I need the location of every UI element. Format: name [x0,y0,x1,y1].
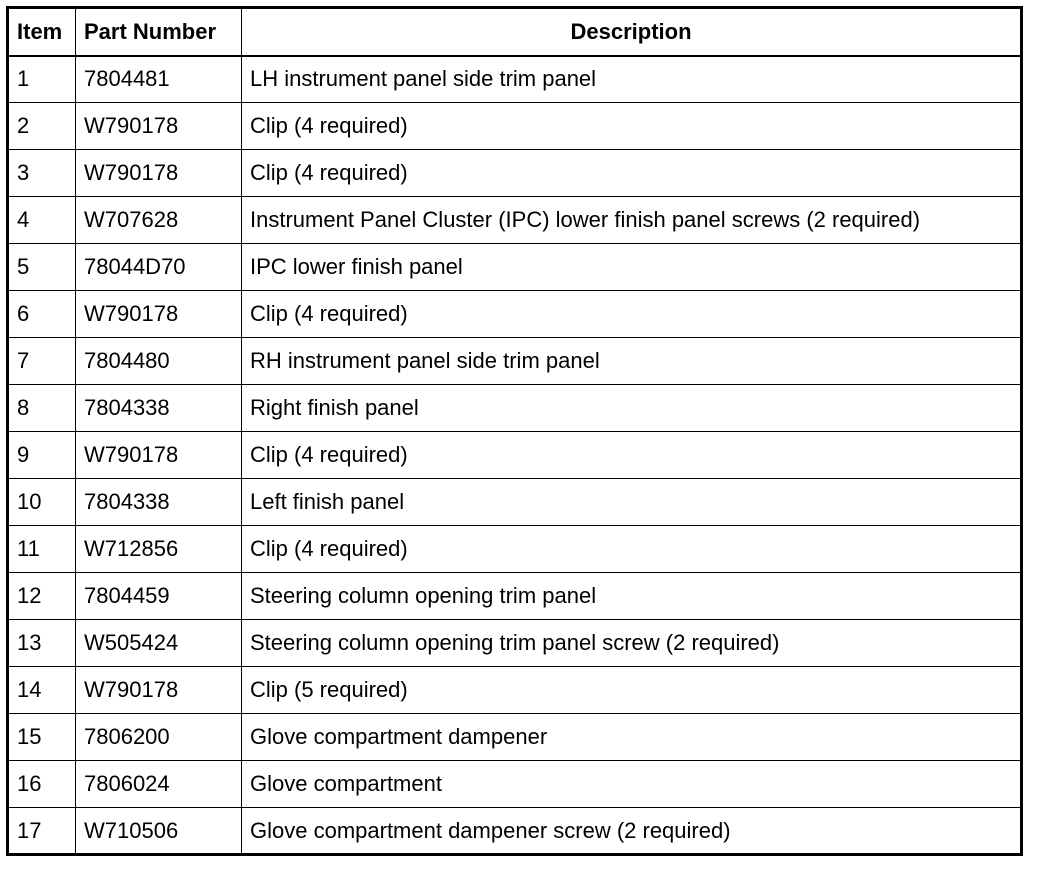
description-cell: Glove compartment [242,761,1022,808]
parts-table [6,6,1023,856]
description-cell: Glove compartment dampener [242,714,1022,761]
table-row [8,244,1022,291]
part-number-cell: W790178 [76,667,242,714]
item-cell: 1 [8,56,76,103]
part-number-cell: W707628 [76,197,242,244]
item-cell: 10 [8,479,76,526]
description-cell: Clip (4 required) [242,150,1022,197]
item-cell: 5 [8,244,76,291]
item-cell: 17 [8,808,76,855]
description-cell: RH instrument panel side trim panel [242,338,1022,385]
description-cell: Clip (4 required) [242,291,1022,338]
part-number-cell: 7804459 [76,573,242,620]
item-cell: 4 [8,197,76,244]
description-cell: Clip (4 required) [242,103,1022,150]
part-number-cell: 7804338 [76,385,242,432]
item-cell: 14 [8,667,76,714]
description-cell: Clip (5 required) [242,667,1022,714]
description-cell: Steering column opening trim panel [242,573,1022,620]
item-cell: 2 [8,103,76,150]
part-number-cell: 7804338 [76,479,242,526]
part-number-cell: W790178 [76,150,242,197]
item-cell: 7 [8,338,76,385]
table-row [8,714,1022,761]
item-cell: 11 [8,526,76,573]
part-number-cell: 7806200 [76,714,242,761]
table-row [8,291,1022,338]
part-number-cell: W790178 [76,432,242,479]
table-row [8,150,1022,197]
item-cell: 16 [8,761,76,808]
description-cell: Clip (4 required) [242,432,1022,479]
table-row [8,573,1022,620]
part-number-cell: W790178 [76,291,242,338]
part-number-cell: 78044D70 [76,244,242,291]
item-cell: 8 [8,385,76,432]
description-cell: Glove compartment dampener screw (2 required) [242,808,1022,855]
description-cell: Steering column opening trim panel screw (2 required) [242,620,1022,667]
table-row [8,479,1022,526]
part-number-cell: W790178 [76,103,242,150]
item-cell: 6 [8,291,76,338]
item-column-header: Item [8,8,76,56]
table-row [8,197,1022,244]
table-row [8,620,1022,667]
description-cell: Instrument Panel Cluster (IPC) lower finish panel screws (2 required) [242,197,1022,244]
table-row [8,432,1022,479]
item-cell: 15 [8,714,76,761]
part-number-cell: W505424 [76,620,242,667]
item-cell: 12 [8,573,76,620]
part-number-cell: 7804480 [76,338,242,385]
part-number-column-header: Part Number [76,8,242,56]
part-number-cell: W712856 [76,526,242,573]
description-cell: Clip (4 required) [242,526,1022,573]
item-cell: 3 [8,150,76,197]
table-row [8,103,1022,150]
description-cell: Right finish panel [242,385,1022,432]
table-row [8,667,1022,714]
description-cell: Left finish panel [242,479,1022,526]
description-cell: IPC lower finish panel [242,244,1022,291]
description-column-header: Description [242,8,1022,56]
table-row [8,761,1022,808]
item-cell: 9 [8,432,76,479]
table-row [8,808,1022,855]
table-row [8,385,1022,432]
parts-table-header [8,8,1022,56]
item-cell: 13 [8,620,76,667]
table-row [8,338,1022,385]
header-row [8,8,1022,56]
table-row [8,56,1022,103]
part-number-cell: 7804481 [76,56,242,103]
parts-table-body [8,56,1022,855]
table-row [8,526,1022,573]
part-number-cell: 7806024 [76,761,242,808]
description-cell: LH instrument panel side trim panel [242,56,1022,103]
part-number-cell: W710506 [76,808,242,855]
